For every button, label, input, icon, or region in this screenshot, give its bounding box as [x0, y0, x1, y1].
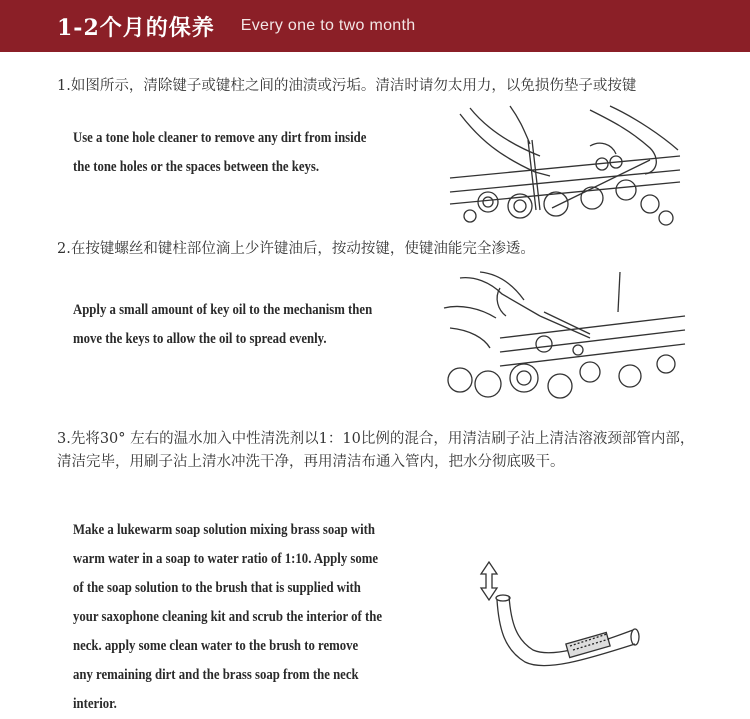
up-down-arrow-icon [481, 562, 497, 600]
step-3-en-line-4: your saxophone cleaning kit and scrub the interior of the [73, 609, 382, 625]
step-1-zh: 1.如图所示，清除键子或键柱之间的油渍或污垢。清洁时请勿太用力，以免损伤垫子或按键 [57, 78, 637, 94]
step-3-en-line-3: of the soap solution to the brush that is supplied with [73, 580, 361, 596]
tone-hole-cleaning-illustration [440, 100, 690, 230]
step-2-en [73, 296, 372, 354]
step-3-en-line-1: Make a lukewarm soap solution mixing brass soap with [73, 522, 376, 538]
section-header [0, 0, 750, 52]
step-3-en [73, 516, 382, 719]
step-3-en-line-7: interior. [73, 696, 117, 712]
neck-brush-illustration [475, 560, 655, 680]
step-1-en-line-2: the tone holes or the spaces between the keys. [73, 159, 320, 175]
step-3-en-line-5: neck. apply some clean water to the brush to remove [73, 638, 359, 654]
step-2-zh: 2.在按键螺丝和键柱部位滴上少许键油后，按动按键，使键油能完全渗透。 [57, 241, 535, 257]
step-3-en-line-6: any remaining dirt and the brass soap from the neck [73, 667, 359, 683]
step-3-zh: 3.先将30° 左右的温水加入中性清洗剂以1：10比例的混合，用清洁刷子沾上清洁溶液颈部管内部，清洁完毕，用刷子沾上清水冲洗干净，再用清洁布通入管内，把水分彻底吸干。 [57, 431, 695, 470]
header-title-zh: 1-2个月的保养 [57, 14, 215, 41]
header-title-en: Every one to two month [240, 17, 416, 34]
step-1-en-line-1: Use a tone hole cleaner to remove any dirt from inside [73, 130, 367, 146]
step-1-en [73, 124, 366, 182]
step-3-en-line-2: warm water in a soap to water ratio of 1:10. Apply some [73, 551, 379, 567]
step-2-en-line-2: move the keys to allow the oil to spread evenly. [73, 331, 327, 347]
key-oil-application-illustration [440, 268, 690, 403]
step-2-en-line-1: Apply a small amount of key oil to the mechanism then [73, 302, 373, 318]
